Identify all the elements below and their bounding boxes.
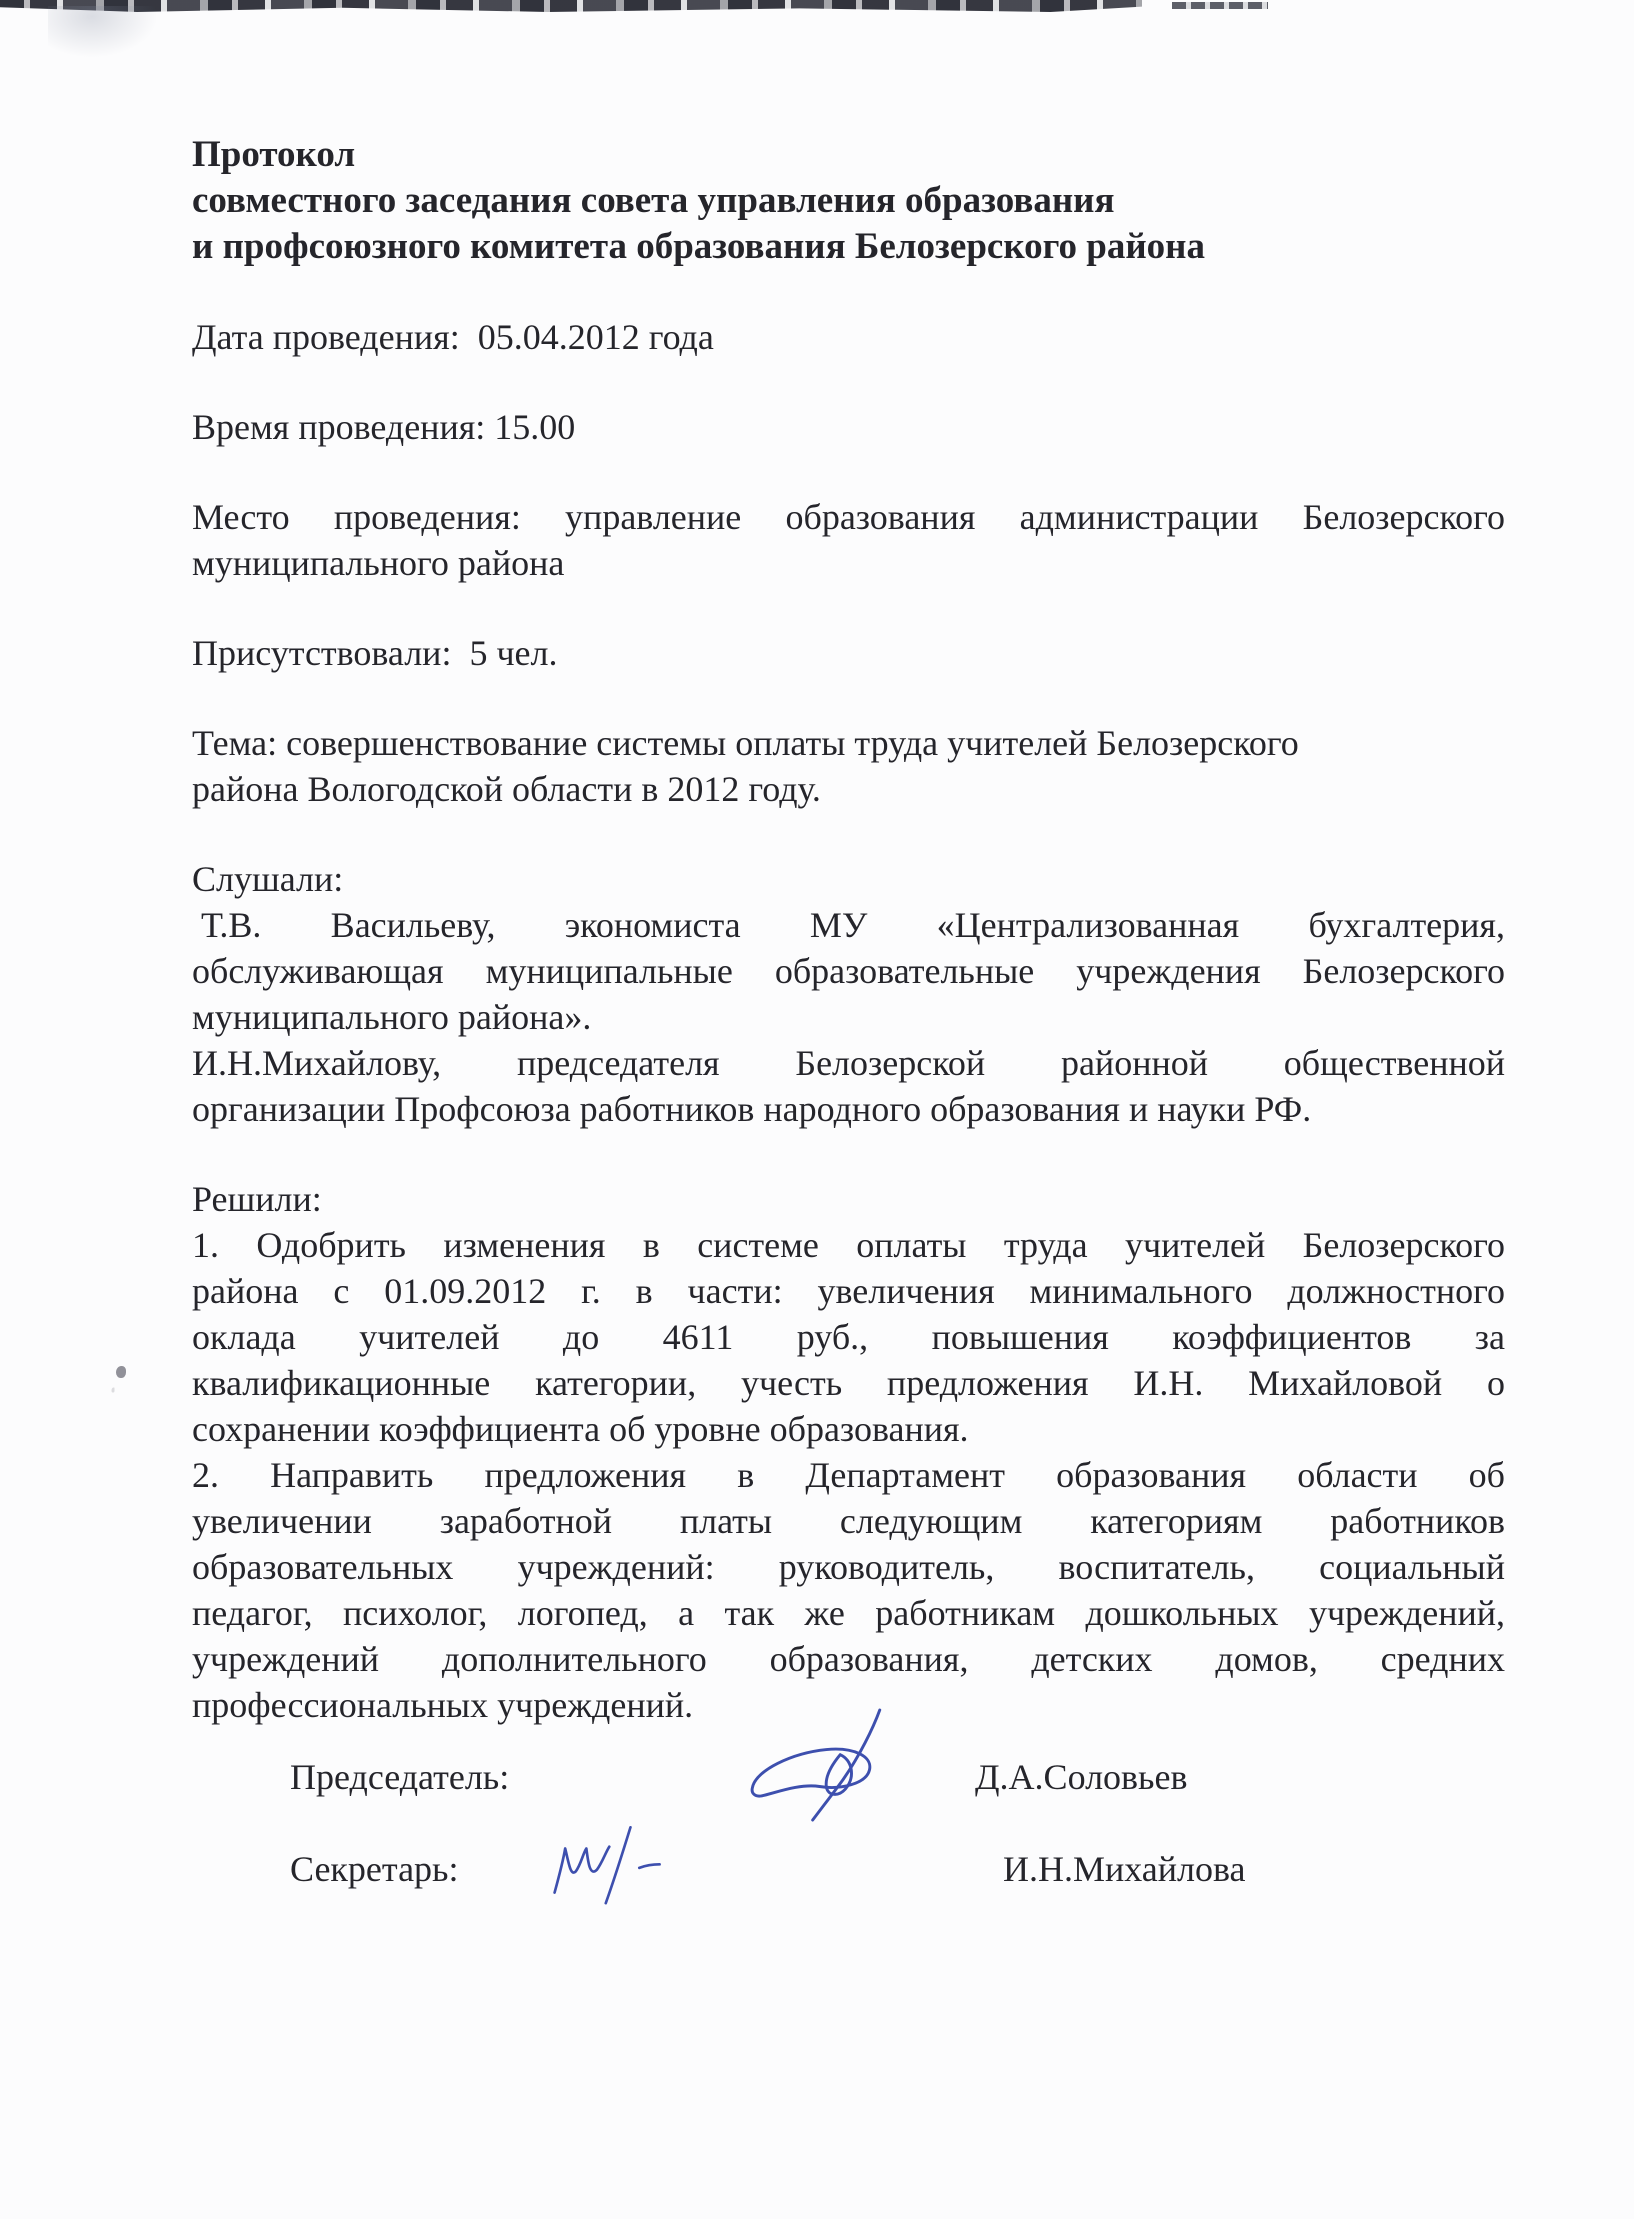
document-content [192, 0, 1505, 1938]
section-decided [192, 1176, 1505, 1728]
secretary-signature [544, 1818, 694, 1916]
signature-block [192, 1754, 1505, 1938]
title-line-3: и профсоюзного комитета образования Белозерского района [192, 226, 1206, 267]
decided-line: профессиональных учреждений. [192, 1685, 694, 1725]
meta-theme-line-1: Тема: совершенствование системы оплаты труда учителей Белозерского [192, 723, 1299, 763]
secretary-label: Секретарь: [290, 1849, 459, 1889]
meta-date: Дата проведения: 05.04.2012 года [192, 317, 714, 357]
meta-place-line-2: муниципального района [192, 543, 565, 583]
scan-artifact-ink-speck [116, 1366, 126, 1378]
title-line-1: Протокол [192, 134, 356, 175]
meta-attendees: Присутствовали: 5 чел. [192, 633, 558, 673]
heard-line: организации Профсоюза работников народного образования и науки РФ. [192, 1089, 1312, 1129]
chairman-signature [737, 1704, 909, 1826]
decided-line: оклада учителей до 4611 руб., повышения коэффициентов за [192, 1317, 1505, 1357]
decided-line: педагог, психолог, логопед, а так же работникам дошкольных учреждений, [192, 1593, 1505, 1633]
decided-line: района с 01.09.2012 г. в части: увеличения минимального должностного [192, 1271, 1505, 1311]
decided-line: учреждений дополнительного образования, детских домов, средних [192, 1639, 1505, 1679]
chairman-label: Председатель: [290, 1757, 510, 1797]
decided-line: увеличении заработной платы следующим категориям работников [192, 1501, 1505, 1541]
signature-row-secretary [192, 1846, 1505, 1938]
title-line-2: совместного заседания совета управления образования [192, 180, 1115, 221]
heard-line: муниципального района». [192, 997, 592, 1037]
meta-place-line-1: Место проведения: управление образования администрации Белозерского [192, 497, 1505, 537]
heard-line: Т.В. Васильеву, экономиста МУ «Централизованная бухгалтерия, [201, 905, 1505, 945]
heard-line: И.Н.Михайлову, председателя Белозерской районной общественной [192, 1043, 1505, 1083]
heard-line: обслуживающая муниципальные образовательные учреждения Белозерского [192, 951, 1505, 991]
section-heard [192, 856, 1505, 1132]
meta-theme-line-2: района Вологодской области в 2012 году. [192, 769, 821, 809]
heard-heading: Слушали: [192, 859, 344, 899]
decided-line: квалификационные категории, учесть предложения И.Н. Михайловой о [192, 1363, 1505, 1403]
decided-line: образовательных учреждений: руководитель, воспитатель, социальный [192, 1547, 1505, 1587]
decided-line: 2. Направить предложения в Департамент образования области об [192, 1455, 1505, 1495]
secretary-name: И.Н.Михайлова [1003, 1849, 1246, 1889]
meta-time: Время проведения: 15.00 [192, 407, 576, 447]
decided-heading: Решили: [192, 1179, 322, 1219]
meta-place [192, 494, 1505, 586]
decided-line: сохранении коэффициента об уровне образования. [192, 1409, 969, 1449]
chairman-name: Д.А.Соловьев [975, 1757, 1188, 1797]
meta-theme [192, 720, 1505, 812]
signature-row-chairman [192, 1754, 1505, 1846]
decided-line: 1. Одобрить изменения в системе оплаты труда учителей Белозерского [192, 1225, 1505, 1265]
document-title [192, 132, 1505, 270]
scan-artifact-smudge [48, 6, 158, 58]
